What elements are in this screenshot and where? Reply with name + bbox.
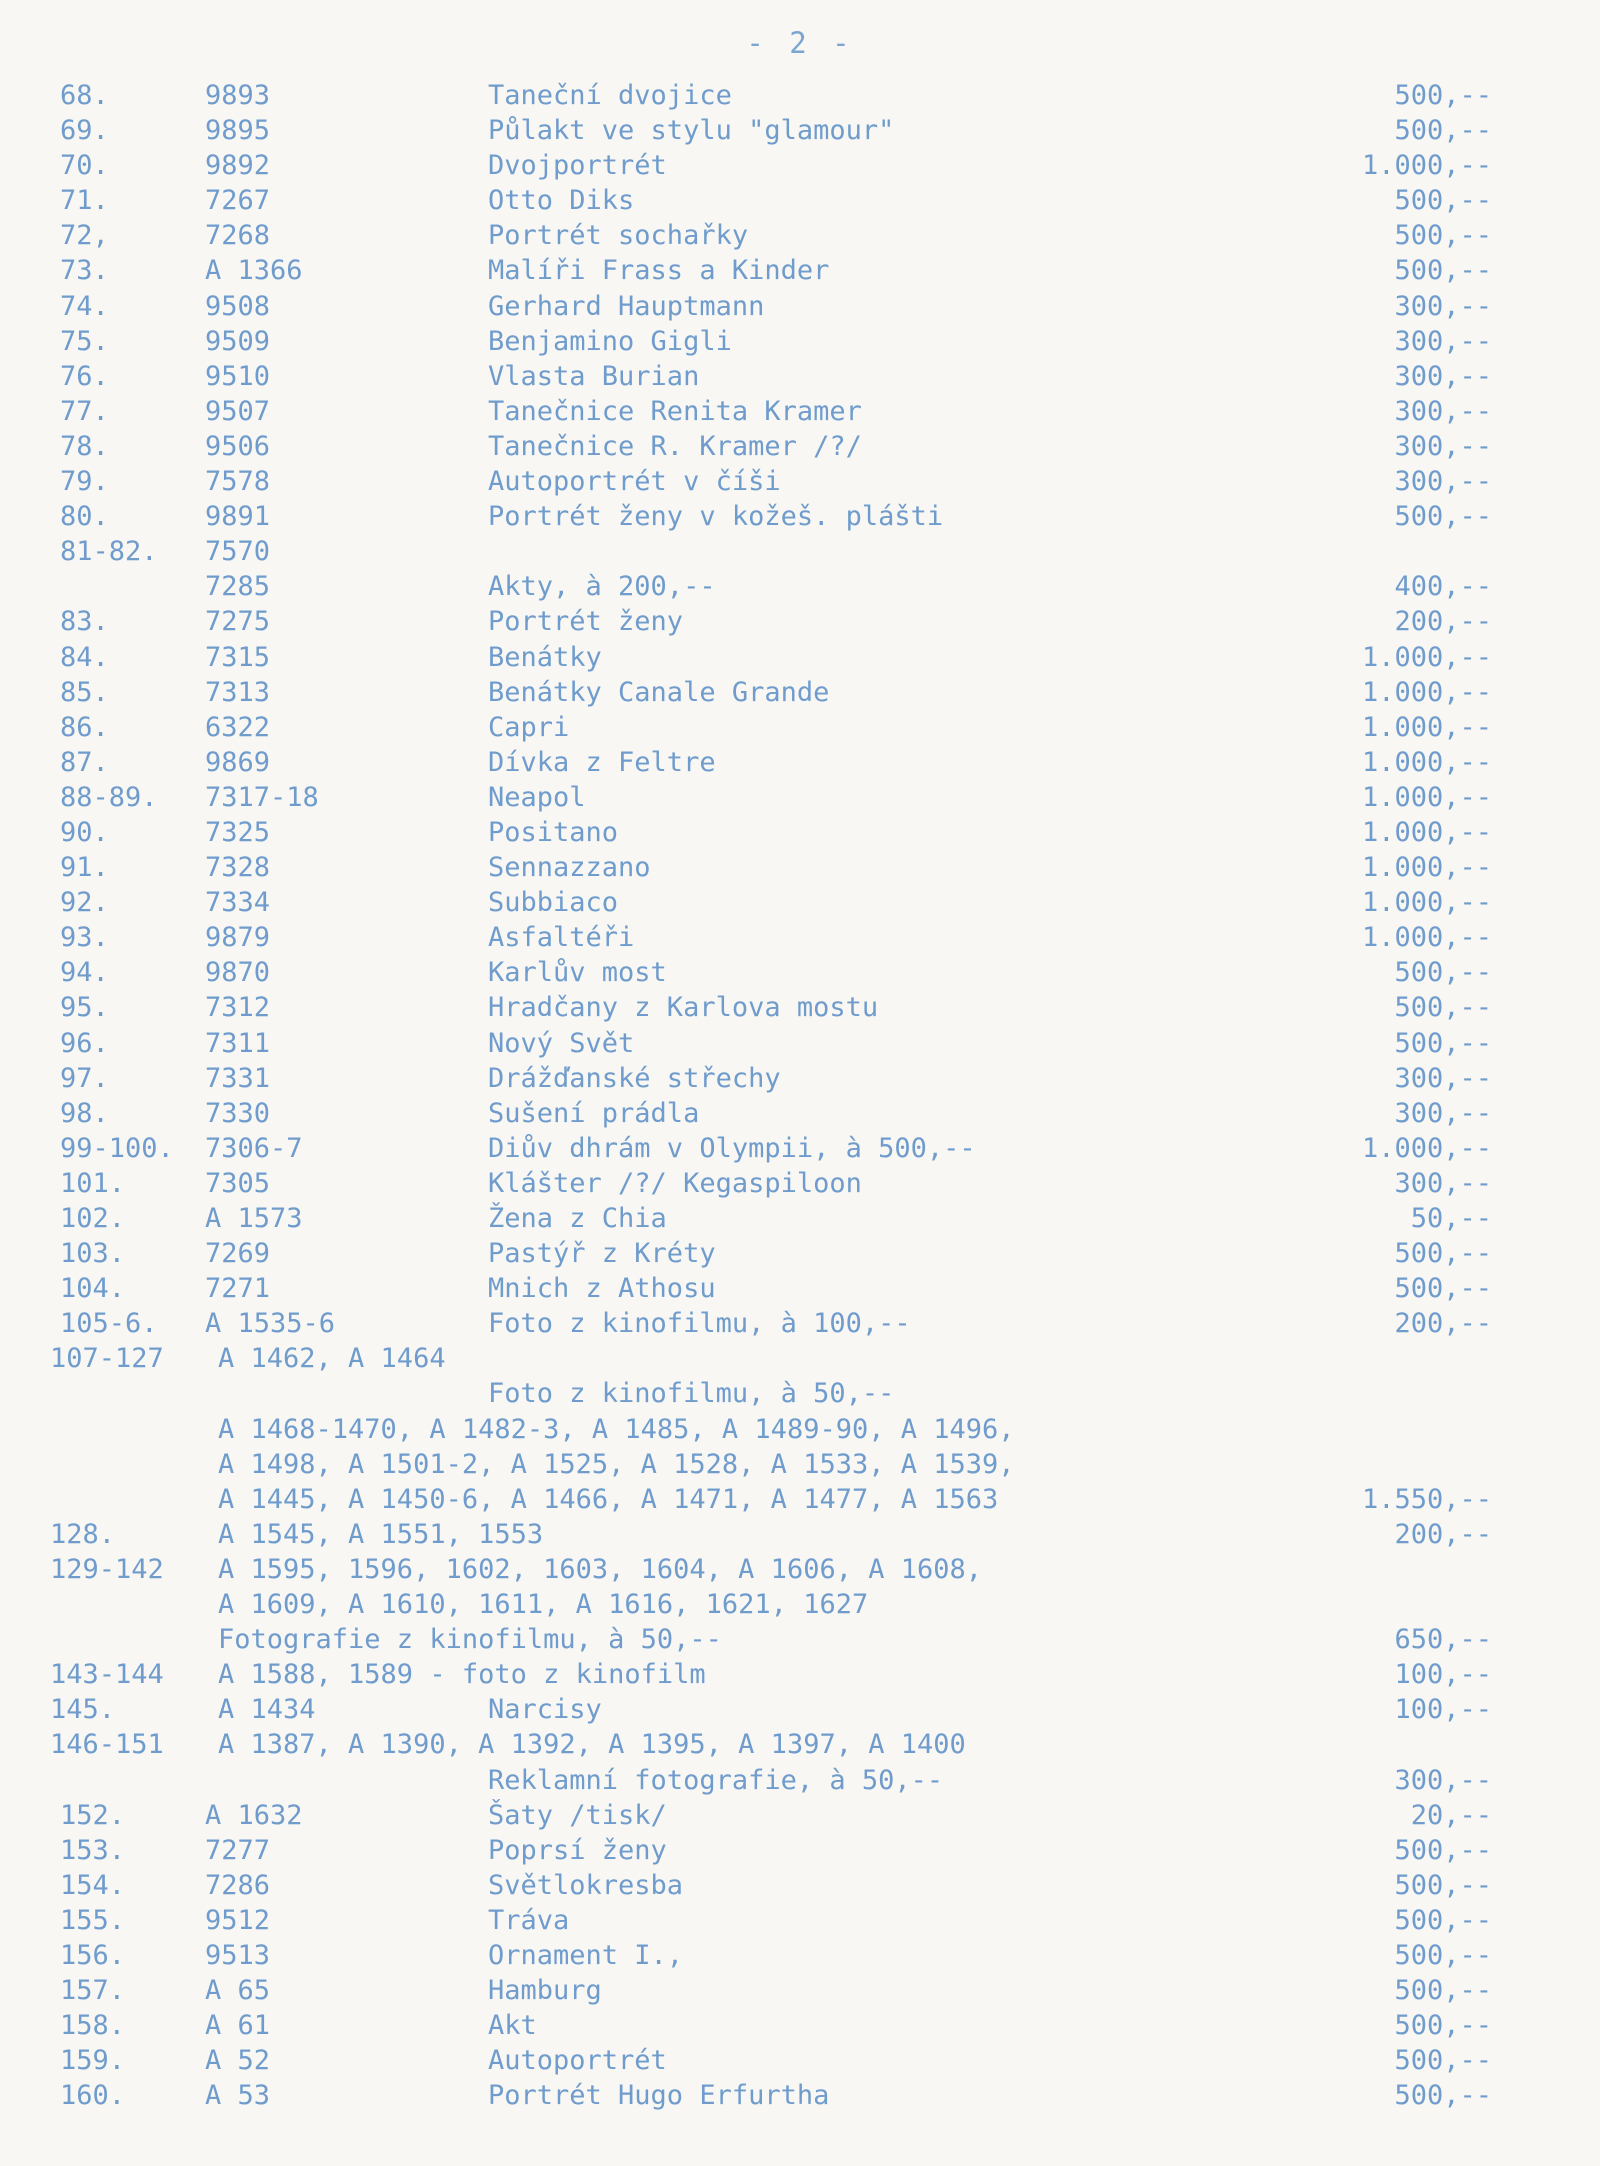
inventory-list <box>0 78 1600 2113</box>
inventory-number: 7312 <box>205 992 271 1024</box>
item-number: 95. <box>60 992 109 1024</box>
item-title: Ornament I., <box>488 1939 684 1971</box>
list-item <box>0 2078 1600 2113</box>
item-title: Vlasta Burian <box>488 360 700 392</box>
item-title: Neapol <box>488 781 586 813</box>
item-title: Capri <box>488 711 570 743</box>
item-title: Karlův most <box>488 957 667 989</box>
inventory-number: A 52 <box>205 2045 271 2077</box>
item-price: 1.000,-- <box>1361 922 1492 954</box>
inventory-number: 9891 <box>205 501 271 533</box>
inventory-number: 7305 <box>205 1167 271 1199</box>
item-price: 50,-- <box>1410 1203 1492 1234</box>
item-number: 94. <box>60 957 109 989</box>
list-item <box>0 1798 1600 1833</box>
item-number: 72, <box>60 220 109 252</box>
list-item <box>0 464 1600 499</box>
inventory-number: 7570 <box>205 536 271 568</box>
item-title: Autoportrét v číši <box>488 466 781 498</box>
item-number: 69. <box>60 115 109 147</box>
item-number: 68. <box>60 80 109 111</box>
item-title: Subbiaco <box>488 887 619 919</box>
list-item <box>0 885 1600 920</box>
list-item <box>0 113 1600 148</box>
item-title: Akt <box>488 2010 537 2042</box>
item-number: 159. <box>60 2045 126 2077</box>
list-item <box>0 1692 1600 1727</box>
list-item <box>0 1061 1600 1096</box>
item-title: Žena z Chia <box>488 1203 667 1234</box>
item-title: Positano <box>488 816 619 848</box>
item-title: Klášter /?/ Kegaspiloon <box>488 1167 862 1199</box>
list-item <box>0 569 1600 604</box>
inventory-number: 9879 <box>205 922 271 954</box>
inventory-number: 9508 <box>205 290 271 322</box>
item-number: 92. <box>60 887 109 919</box>
inventory-number: 9893 <box>205 80 271 111</box>
item-number: 157. <box>60 1975 126 2007</box>
item-number: 97. <box>60 1062 109 1094</box>
item-price: 200,-- <box>1394 606 1492 638</box>
inventory-number: 9513 <box>205 1939 271 1971</box>
item-title: Benátky Canale Grande <box>488 676 830 708</box>
item-number: 71. <box>60 185 109 217</box>
list-item <box>0 1447 1600 1482</box>
inventory-number: A 1434 <box>218 1694 316 1726</box>
item-number: 78. <box>60 430 109 462</box>
list-item <box>0 78 1600 113</box>
list-item <box>0 955 1600 990</box>
item-price: 500,-- <box>1394 1834 1492 1866</box>
item-price: 650,-- <box>1394 1624 1492 1656</box>
item-number: 158. <box>60 2010 126 2042</box>
inventory-number: A 1462, A 1464 <box>218 1343 446 1375</box>
list-item <box>0 1973 1600 2008</box>
inventory-number: 9507 <box>205 395 271 427</box>
item-price: 500,-- <box>1394 501 1492 533</box>
item-number: 107-127 <box>50 1343 164 1375</box>
inventory-numbers: A 1609, A 1610, 1611, A 1616, 1621, 1627 <box>218 1589 869 1621</box>
item-price: 300,-- <box>1394 466 1492 498</box>
list-item <box>0 253 1600 288</box>
item-price: 1.000,-- <box>1361 711 1492 743</box>
item-number: 98. <box>60 1097 109 1129</box>
item-title: Otto Diks <box>488 185 635 217</box>
item-number: 76. <box>60 360 109 392</box>
item-number: 91. <box>60 852 109 884</box>
item-number: 70. <box>60 150 109 182</box>
item-title: Tráva <box>488 1904 570 1936</box>
inventory-numbers: A 1445, A 1450-6, A 1466, A 1471, A 1477, A 1563 <box>218 1483 999 1515</box>
inventory-number: 7330 <box>205 1097 271 1129</box>
item-price: 1.000,-- <box>1361 676 1492 708</box>
item-number: 74. <box>60 290 109 322</box>
list-item <box>0 1201 1600 1236</box>
item-price: 200,-- <box>1394 1308 1492 1340</box>
item-number: 104. <box>60 1273 126 1305</box>
list-item <box>0 324 1600 359</box>
item-title: Sennazzano <box>488 852 651 884</box>
item-price: 500,-- <box>1394 1939 1492 1971</box>
item-title: Portrét Hugo Erfurtha <box>488 2080 830 2112</box>
item-price: 500,-- <box>1394 80 1492 111</box>
list-item <box>0 675 1600 710</box>
inventory-number: A 1535-6 <box>205 1308 336 1340</box>
item-title: Asfaltéři <box>488 922 635 954</box>
item-price: 300,-- <box>1394 325 1492 357</box>
inventory-number: 7578 <box>205 466 271 498</box>
item-price: 500,-- <box>1394 957 1492 989</box>
item-title: Tanečnice Renita Kramer <box>488 395 862 427</box>
list-item <box>0 1026 1600 1061</box>
inventory-numbers: A 1498, A 1501-2, A 1525, A 1528, A 1533, A 1539, <box>218 1448 1015 1480</box>
item-price: 1.000,-- <box>1361 816 1492 848</box>
item-title: Drážďanské střechy <box>488 1062 781 1094</box>
item-price: 300,-- <box>1394 395 1492 427</box>
item-title: Diův dhrám v Olympii, à 500,-- <box>488 1132 976 1164</box>
inventory-number: 9509 <box>205 325 271 357</box>
list-item <box>0 1236 1600 1271</box>
item-title: Portrét ženy <box>488 606 684 638</box>
list-item <box>0 1763 1600 1798</box>
item-title: Mnich z Athosu <box>488 1273 716 1305</box>
list-item <box>0 745 1600 780</box>
inventory-number: 9895 <box>205 115 271 147</box>
list-item <box>0 815 1600 850</box>
inventory-number: 7271 <box>205 1273 271 1305</box>
inventory-number: A 1632 <box>205 1799 303 1831</box>
item-price: 1.000,-- <box>1361 1132 1492 1164</box>
item-title: Benátky <box>488 641 602 673</box>
list-item <box>0 183 1600 218</box>
list-item <box>0 1868 1600 1903</box>
item-number: 79. <box>60 466 109 498</box>
list-item <box>0 148 1600 183</box>
item-price: 500,-- <box>1394 2080 1492 2112</box>
item-number: 88-89. <box>60 781 158 813</box>
list-item <box>0 1517 1600 1552</box>
item-number: 160. <box>60 2080 126 2112</box>
item-number: 128. <box>50 1518 116 1550</box>
list-item <box>0 1271 1600 1306</box>
item-number: 155. <box>60 1904 126 1936</box>
item-number: 77. <box>60 395 109 427</box>
inventory-number: 7275 <box>205 606 271 638</box>
item-price: 300,-- <box>1394 430 1492 462</box>
item-price: 500,-- <box>1394 2045 1492 2077</box>
inventory-number: 7267 <box>205 185 271 217</box>
item-price: 500,-- <box>1394 1975 1492 2007</box>
item-price: 500,-- <box>1394 185 1492 217</box>
item-number: 87. <box>60 746 109 778</box>
item-title: Dívka z Feltre <box>488 746 716 778</box>
item-number: 129-142 <box>50 1553 164 1585</box>
item-price: 500,-- <box>1394 220 1492 252</box>
item-title: Pastýř z Kréty <box>488 1238 716 1270</box>
inventory-number: A 1366 <box>205 255 303 287</box>
item-price: 1.000,-- <box>1361 887 1492 919</box>
list-item <box>0 1587 1600 1622</box>
list-item <box>0 1833 1600 1868</box>
inventory-number: A 1545, A 1551, 1553 <box>218 1518 544 1550</box>
item-number: 93. <box>60 922 109 954</box>
list-item <box>0 1622 1600 1657</box>
item-number: 81-82. <box>60 536 158 568</box>
inventory-number: 9510 <box>205 360 271 392</box>
list-item <box>0 1376 1600 1411</box>
item-number: 152. <box>60 1799 126 1831</box>
item-title: Akty, à 200,-- <box>488 571 716 603</box>
inventory-number: 7311 <box>205 1027 271 1059</box>
list-item <box>0 429 1600 464</box>
list-item <box>0 1482 1600 1517</box>
item-price: 400,-- <box>1394 571 1492 603</box>
item-title: Nový Svět <box>488 1027 635 1059</box>
inventory-number: 6322 <box>205 711 271 743</box>
item-number: 90. <box>60 816 109 848</box>
inventory-number: 7277 <box>205 1834 271 1866</box>
item-title: Šaty /tisk/ <box>488 1799 667 1831</box>
item-number: 85. <box>60 676 109 708</box>
item-price: 500,-- <box>1394 1904 1492 1936</box>
item-number: 143-144 <box>50 1659 164 1691</box>
item-price: 20,-- <box>1410 1799 1492 1831</box>
item-title: Benjamino Gigli <box>488 325 732 357</box>
item-title: Reklamní fotografie, à 50,-- <box>488 1764 944 1796</box>
item-price: 500,-- <box>1394 115 1492 147</box>
inventory-number: 9512 <box>205 1904 271 1936</box>
item-title: Poprsí ženy <box>488 1834 667 1866</box>
item-number: 83. <box>60 606 109 638</box>
list-item <box>0 2008 1600 2043</box>
list-item <box>0 1306 1600 1341</box>
list-item <box>0 289 1600 324</box>
inventory-number: 7306-7 <box>205 1132 303 1164</box>
item-price: 1.000,-- <box>1361 150 1492 182</box>
item-price: 100,-- <box>1394 1659 1492 1691</box>
item-number: 84. <box>60 641 109 673</box>
inventory-number: 7334 <box>205 887 271 919</box>
inventory-number: A 1588, 1589 - foto z kinofilm <box>218 1659 706 1691</box>
inventory-number: A 65 <box>205 1975 271 2007</box>
item-price: 100,-- <box>1394 1694 1492 1726</box>
item-title: Foto z kinofilmu, à 100,-- <box>488 1308 911 1340</box>
item-title: Tanečnice R. Kramer /?/ <box>488 430 862 462</box>
list-item <box>0 1903 1600 1938</box>
item-price: 1.000,-- <box>1361 746 1492 778</box>
item-title: Fotografie z kinofilmu, à 50,-- <box>218 1624 722 1656</box>
list-item <box>0 1727 1600 1762</box>
item-price: 300,-- <box>1394 1167 1492 1199</box>
list-item <box>0 1657 1600 1692</box>
item-number: 73. <box>60 255 109 287</box>
inventory-number: 7313 <box>205 676 271 708</box>
item-number: 86. <box>60 711 109 743</box>
list-item <box>0 1096 1600 1131</box>
inventory-numbers: A 1468-1470, A 1482-3, A 1485, A 1489-90, A 1496, <box>218 1413 1015 1445</box>
item-title: Gerhard Hauptmann <box>488 290 765 322</box>
list-item <box>0 1166 1600 1201</box>
item-title: Autoportrét <box>488 2045 667 2077</box>
item-number: 146-151 <box>50 1729 164 1761</box>
page-number: - 2 - <box>746 26 854 60</box>
item-title: Světlokresba <box>488 1869 684 1901</box>
list-item <box>0 394 1600 429</box>
item-title: Foto z kinofilmu, à 50,-- <box>488 1378 895 1410</box>
inventory-number: 9506 <box>205 430 271 462</box>
item-price: 500,-- <box>1394 1869 1492 1901</box>
item-price: 200,-- <box>1394 1518 1492 1550</box>
list-item <box>0 1938 1600 1973</box>
list-item <box>0 359 1600 394</box>
item-title: Hradčany z Karlova mostu <box>488 992 879 1024</box>
item-number: 145. <box>50 1694 116 1726</box>
item-price: 300,-- <box>1394 290 1492 322</box>
item-number: 153. <box>60 1834 126 1866</box>
item-number: 99-100. <box>60 1132 174 1164</box>
list-item <box>0 780 1600 815</box>
inventory-number: 7325 <box>205 816 271 848</box>
item-number: 75. <box>60 325 109 357</box>
item-price: 1.000,-- <box>1361 852 1492 884</box>
list-item <box>0 2043 1600 2078</box>
item-price: 500,-- <box>1394 1238 1492 1270</box>
item-title: Taneční dvojice <box>488 80 732 111</box>
inventory-number: 7331 <box>205 1062 271 1094</box>
list-item <box>0 499 1600 534</box>
item-title: Sušení prádla <box>488 1097 700 1129</box>
item-price: 300,-- <box>1394 1062 1492 1094</box>
item-price: 500,-- <box>1394 2010 1492 2042</box>
inventory-numbers: A 1387, A 1390, A 1392, A 1395, A 1397, A 1400 <box>218 1729 966 1761</box>
inventory-numbers: A 1595, 1596, 1602, 1603, 1604, A 1606, A 1608, <box>218 1553 983 1585</box>
item-title: Narcisy <box>488 1694 602 1726</box>
item-price: 1.550,-- <box>1361 1483 1492 1515</box>
list-item <box>0 710 1600 745</box>
item-price: 500,-- <box>1394 255 1492 287</box>
inventory-number: 7286 <box>205 1869 271 1901</box>
item-price: 500,-- <box>1394 992 1492 1024</box>
item-title: Půlakt ve stylu "glamour" <box>488 115 895 147</box>
item-number: 105-6. <box>60 1308 158 1340</box>
item-number: 80. <box>60 501 109 533</box>
list-item <box>0 920 1600 955</box>
item-title: Hamburg <box>488 1975 602 2007</box>
list-item <box>0 640 1600 675</box>
item-number: 101. <box>60 1167 126 1199</box>
list-item <box>0 1412 1600 1447</box>
list-item <box>0 218 1600 253</box>
list-item <box>0 1341 1600 1376</box>
item-title: Portrét sochařky <box>488 220 749 252</box>
inventory-number: 7317-18 <box>205 781 319 813</box>
list-item <box>0 1131 1600 1166</box>
item-title: Dvojportrét <box>488 150 667 182</box>
inventory-number: 7328 <box>205 852 271 884</box>
inventory-number: A 53 <box>205 2080 271 2112</box>
item-price: 500,-- <box>1394 1027 1492 1059</box>
list-item <box>0 1552 1600 1587</box>
item-number: 102. <box>60 1203 126 1234</box>
inventory-number: 7269 <box>205 1238 271 1270</box>
item-price: 500,-- <box>1394 1273 1492 1305</box>
inventory-number: A 61 <box>205 2010 271 2042</box>
list-item <box>0 534 1600 569</box>
list-item <box>0 990 1600 1025</box>
inventory-number: 7285 <box>205 571 271 603</box>
item-title: Portrét ženy v kožeš. plášti <box>488 501 944 533</box>
item-title: Malíři Frass a Kinder <box>488 255 830 287</box>
item-price: 1.000,-- <box>1361 781 1492 813</box>
list-item <box>0 850 1600 885</box>
inventory-number: 7315 <box>205 641 271 673</box>
item-number: 96. <box>60 1027 109 1059</box>
inventory-number: A 1573 <box>205 1203 303 1234</box>
inventory-number: 9892 <box>205 150 271 182</box>
list-item <box>0 604 1600 639</box>
item-price: 300,-- <box>1394 1764 1492 1796</box>
inventory-number: 9869 <box>205 746 271 778</box>
item-number: 103. <box>60 1238 126 1270</box>
item-price: 300,-- <box>1394 1097 1492 1129</box>
item-price: 300,-- <box>1394 360 1492 392</box>
inventory-number: 7268 <box>205 220 271 252</box>
item-price: 1.000,-- <box>1361 641 1492 673</box>
inventory-number: 9870 <box>205 957 271 989</box>
item-number: 154. <box>60 1869 126 1901</box>
item-number: 156. <box>60 1939 126 1971</box>
